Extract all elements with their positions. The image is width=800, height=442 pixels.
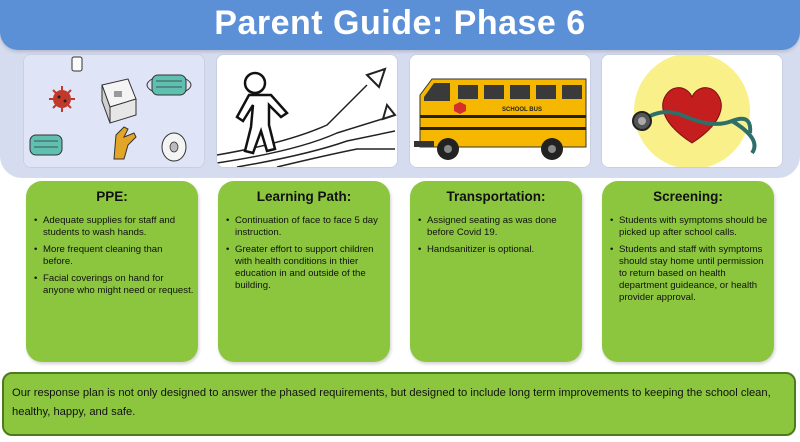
mask-icon [30,135,62,155]
school-bus-icon [410,55,590,167]
path-choice-icon [217,55,397,167]
bullet-list [610,215,770,309]
heart-stethoscope-icon [602,55,782,167]
bullet-list [226,215,386,297]
bullet-list [418,215,578,261]
toilet-roll-icon [162,133,186,161]
card-title: Transportation: [446,189,546,204]
list-item: • Adequate supplies for staff and students to wash hands. [34,215,194,239]
mask-icon [147,75,191,95]
ppe-card [26,181,198,362]
response-plan-footer [2,372,796,436]
ppe-image [23,54,205,168]
learning-path-image [216,54,398,168]
list-item: • Handsanitizer is optional. [418,244,578,256]
list-item: • Assigned seating as was done before Covid 19. [418,215,578,239]
card-title: Screening: [653,189,723,204]
title-bar [0,0,800,50]
page-title: Parent Guide: Phase 6 [214,4,586,42]
list-item: • Greater effort to support children with health conditions in thier education in and outside of the building. [226,244,386,292]
screening-image [601,54,783,168]
list-item: • Facial coverings on hand for anyone who might need or request. [34,273,194,297]
tissue-box-icon [102,79,136,123]
list-item: • Continuation of face to face 5 day instruction. [226,215,386,239]
list-item: • Students with symptoms should be picked up after school calls. [610,215,770,239]
transportation-card [410,181,582,362]
footer-text: Our response plan is not only designed to answer the phased requirements, but designed to include long term improvements to keeping the school clean, healthy, happy, and safe. [12,387,771,418]
card-title: Learning Path: [256,189,352,204]
list-item: • More frequent cleaning than before. [34,244,194,268]
list-item: • Students and staff with symptoms should stay home until permission to return based on health department guideance, or health provider approval. [610,244,770,304]
bullet-list [34,215,194,302]
card-title: PPE: [96,189,128,204]
bottle-icon [72,57,82,71]
ppe-supplies-icon [24,55,204,167]
bus-label: SCHOOL BUS [502,107,542,113]
learning-path-card [218,181,390,362]
screening-card [602,181,774,362]
school-bus-image [409,54,591,168]
